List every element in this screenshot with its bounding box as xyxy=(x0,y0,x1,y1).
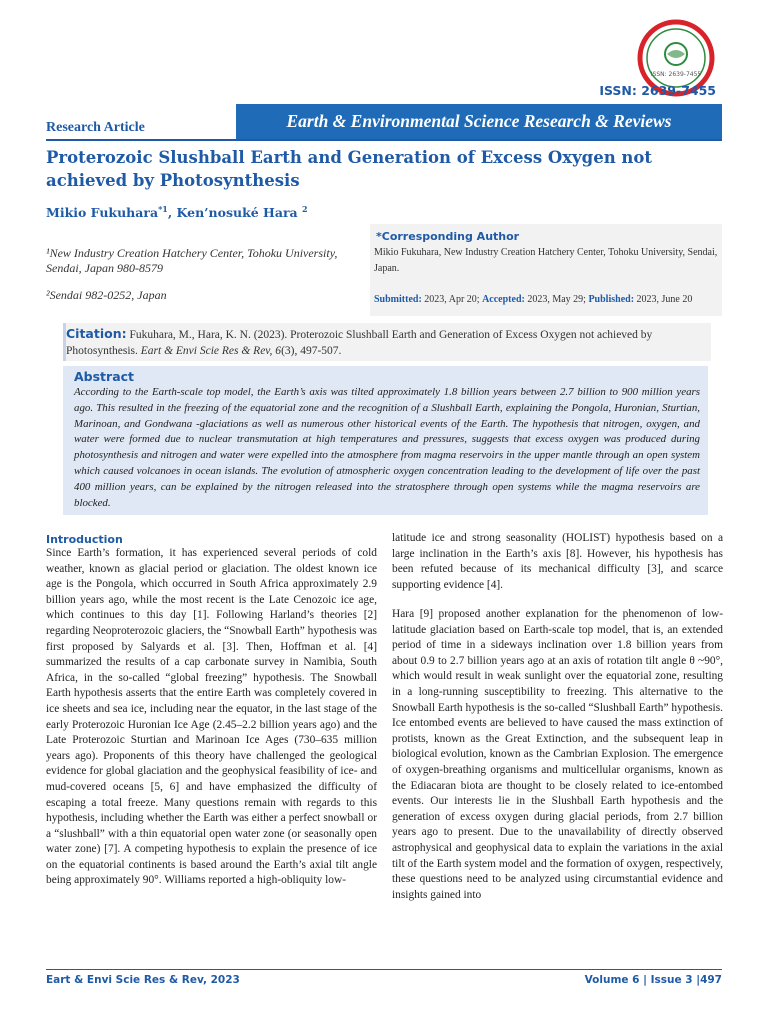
author-affiliation-mark: 2 xyxy=(301,204,308,214)
body-column-left: Since Earth’s formation, it has experienced several periods of cold weather, known as glacial period or glaciation. The oldest known ice age is the Pongola, which occurred in South Africa approximately 2.9 billion years ago, while the most recent is the Late Cenozoic ice age, which continues to this day [1]. Following Harland’s theories [2] regarding Neoproterozoic glaciers, the “Snowball Earth” hypothesis was first proposed by Salyards et al. [3]. Then, Hoffman et al. [4] summarized the results of a cap carbonate survey in Namibia, South Africa, in the so-called “global freezing” hypothesis. The Snowball Earth hypothesis asserts that the entire Earth was completely covered in ice sheets and sea ice, including near the equator, in the last stage of the early Proterozoic Huronian Ice Age (2.45–2.2 billion years ago) and the Late Proterozoic Sturtian and Marinoan Ice Ages (730–635 million years ago). Proponents of this theory have challenged the geological evidence for global glaciation and the geophysical feasibility of ice- and mud-covered oceans [5, 6] and have emphasized the difficulty of escaping a total freeze. Many questions remain with regards to this hypothesis, including whether the Earth was either a perfect snowball or a “slushball” with a thin equatorial open water zone (or seasonally open water zone) [7]. A competing hypothesis to explain the presence of ice on the equatorial continents is based around the Earth’s axial tilt angle being approximately 90°. Williams reported a high-obliquity low- xyxy=(46,547,377,887)
issn-label: ISSN: 2639-7455 xyxy=(599,83,716,98)
submitted-date: 2023, Apr 20; xyxy=(421,294,483,305)
published-date: 2023, June 20 xyxy=(634,294,693,305)
publication-dates xyxy=(374,294,692,305)
paper-title: Proterozoic Slushball Earth and Generation of Excess Oxygen not achieved by Photosynthesis xyxy=(46,148,653,190)
body-column-right-paragraph-1: latitude ice and strong seasonality (HOLIST) hypothesis based on a large inclination in the Earth’s axis [8]. However, his hypothesis has been refuted because of its mechanical difficulty [3], and scarce supporting evidence [4]. xyxy=(392,532,723,591)
published-label: Published: xyxy=(588,294,635,305)
author-separator: , xyxy=(167,205,177,221)
abstract-heading: Abstract xyxy=(74,369,135,384)
author-name: Mikio Fukuhara xyxy=(46,205,159,221)
footer-journal: Eart & Envi Scie Res & Rev, 2023 xyxy=(46,974,240,986)
citation-text xyxy=(66,326,706,359)
body-column-right-paragraph-2: Hara [9] proposed another explanation for the phenomenon of low-latitude glaciation based on Earth-scale top model, that is, an extended period of time in a sideways inclination over 1.8 billion years from about 0.9 to 2.7 billion years ago at an axis of rotation tilt angle θ ~90°, which would result in weak sunlight over the equatorial zone, resulting in a long-running susceptibility to freezing. This alternative to the Snowball Earth hypothesis is the so-called “Slushball Earth” hypothesis. Ice entombed events are believed to have caused the mass extinction of protists, known as the Great Extinction, and the subsequent leap in biological evolution, known as the Cambrian Explosion. The emergence of oxygen-breathing organisms and multicellular organisms, known as the Ediacaran biota are thought to be closely related to ice-entombed events. Our interests lie in the Slushball Earth hypothesis and the generation of excess oxygen during glacial periods, from 2.7 billion years ago to present. Due to the unavailability of directly observed astrophysical and geophysical data to explain the variations in the axial tilt of the Earth system model and the formation of oxygen, respectively, these questions need to be analyzed using circumstantial evidence and insights gained into xyxy=(392,608,723,901)
corresponding-author-details: Mikio Fukuhara, New Industry Creation Hatchery Center, Tohoku University, Sendai, Japan. xyxy=(374,247,718,274)
author-list xyxy=(46,204,308,220)
journal-banner: Earth & Environmental Science Research & Reviews xyxy=(236,104,722,139)
footer-divider xyxy=(46,969,722,970)
footer-volume-page: Volume 6 | Issue 3 |497 xyxy=(584,974,722,986)
citation-label: Citation: xyxy=(66,326,127,341)
citation-issue: (3), 497-507. xyxy=(281,345,342,357)
author-affiliation-mark: *1 xyxy=(158,204,168,214)
affiliation-2: ²Sendai 982-0252, Japan xyxy=(46,288,167,302)
article-type-label: Research Article xyxy=(46,120,145,135)
header-divider xyxy=(46,139,722,141)
author-name: Ken’nosuké Hara xyxy=(176,205,298,221)
logo-issn-text: ISSN: 2639-7455 xyxy=(650,71,702,78)
citation-body: Fukuhara, M., Hara, K. N. (2023). Proterozoic Slushball Earth and Generation of Excess Oxygen not achieved by Photosynthesis. xyxy=(66,329,653,357)
abstract-text: According to the Earth-scale top model, the Earth’s axis was tilted approximately 1.8 billion years between 2.7 billion to 900 million years ago. This resulted in the freezing of the equatorial zone and the recognition of a Slushball Earth, explaining the Pongola, Huronian, Sturtian, Marinoan, and Gondwana -glaciations as well as numerous other historical events of the Earth. The hypothesis that nitrogen, oxygen, and water were formed due to nuclear transmutation at high temperatures and pressures, suggests that excess oxygen was produced during photosynthesis and nitrogen and water were expelled into the atmosphere from magma reservoirs in the upper mantle through an open system which caused volcanoes in ocean islands. The evolution of atmospheric oxygen concentration leading to the development of life over the past 400 million years, can be explained by the nitrogen released into the stratosphere through open systems while the magma reservoirs are blocked. xyxy=(74,386,700,509)
accepted-date: 2023, May 29; xyxy=(524,294,589,305)
citation-journal: Eart & Envi Scie Res & Rev, 6 xyxy=(140,345,282,357)
accepted-label: Accepted: xyxy=(482,294,525,305)
introduction-heading: Introduction xyxy=(46,533,123,546)
affiliation-1: ¹New Industry Creation Hatchery Center, Tohoku University, Sendai, Japan 980-8579 xyxy=(46,246,338,275)
submitted-label: Submitted: xyxy=(374,294,422,305)
corresponding-author-heading: *Corresponding Author xyxy=(376,230,520,243)
